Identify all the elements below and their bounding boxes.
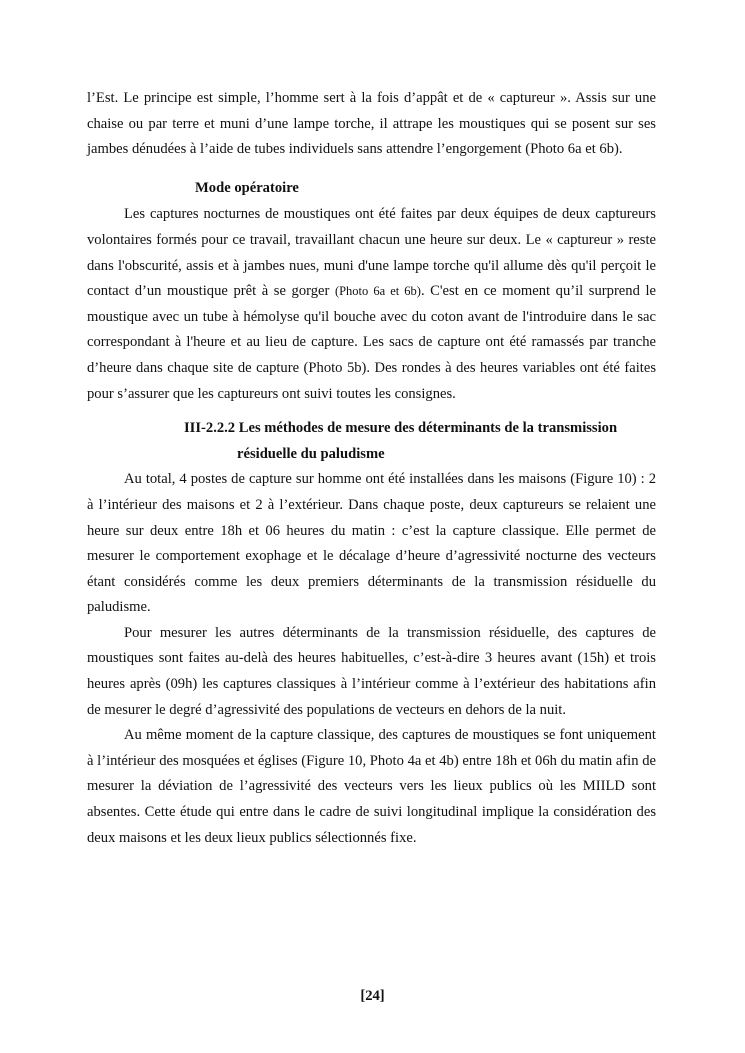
- intro-paragraph: l’Est. Le principe est simple, l’homme sert à la fois d’appât et de « captureur ». Assis sur une chaise ou par terre et muni d’une lampe torche, il attrape les moustiques qui se posent sur ses jambes dénudées à l’aide de tubes individuels sans attendre l’engorgement (Photo 6a et 6b).: [87, 90, 656, 158]
- section-paragraph-3: Au même moment de la capture classique, des captures de moustiques se font uniquement à l’intérieur des mosquées et églises (Figure 10, Photo 4a et 4b) entre 18h et 06h du matin afin de mesurer la déviation de l’agressivité des vecteurs vers les lieux publics où les MIILD sont absentes. Cette étude qui entre dans le cadre de suivi longitudinal implique la considération des deux maisons et les deux lieux publics sélectionnés fixe.: [87, 727, 656, 846]
- photo-reference: (Photo 6a et 6b): [334, 284, 421, 299]
- section-paragraph-2: Pour mesurer les autres déterminants de la transmission résiduelle, des captures de moustiques sont faites au-delà des heures habituelles, c’est-à-dire 3 heures avant (15h) et trois heures après (09h) les captures classiques à l’intérieur comme à l’extérieur des habitations afin de mesurer le degré d’agressivité des populations de vecteurs en dehors de la nuit.: [87, 624, 656, 718]
- mode-paragraph-part2: . C'est en ce moment qu’il surprend le moustique avec un tube à hémolyse qu'il bouche avec du coton avant de l'introduire dans le sac correspondant à l'heure et au lieu de capture. Les sacs de capture ont été ramassés par tranche d’heure dans chaque site de capture (Photo 5b). Des rondes à des heures variables ont été faites pour s’assurer que les captureurs ont suivi toutes les consignes.: [87, 283, 656, 402]
- mode-operatoire-paragraph: [87, 202, 656, 407]
- section-heading-line2: résiduelle du paludisme: [237, 445, 385, 462]
- mode-operatoire-heading: Mode opératoire: [195, 179, 299, 196]
- section-heading-line1: III-2.2.2 Les méthodes de mesure des déterminants de la transmission: [184, 420, 618, 437]
- section-heading: [87, 416, 656, 467]
- mode-paragraph-part1: Les captures nocturnes de moustiques ont été faites par deux équipes de deux captureurs volontaires formés pour ce travail, travaillant chacun une heure sur deux. Le « captureur » reste dans l'obscurité, assis et à jambes nues, muni d'une lampe torche qu'il allume dès qu'il perçoit le contact d’un moustique prêt à se gorger: [87, 206, 656, 300]
- section-paragraph-1: Au total, 4 postes de capture sur homme ont été installées dans les maisons (Figure 10) : 2 à l’intérieur des maisons et 2 à l’extérieur. Dans chaque poste, deux captureurs se relaient une heure sur deux entre 18h et 06 heures du matin : c’est la capture classique. Elle permet de mesurer le comportement exophage et le décalage d’heure d’agressivité nocturne des vecteurs étant considérés comme les deux premiers déterminants de la transmission résiduelle du paludisme.: [87, 471, 656, 616]
- document-page: [87, 86, 656, 851]
- page-number: [24]: [360, 988, 385, 1004]
